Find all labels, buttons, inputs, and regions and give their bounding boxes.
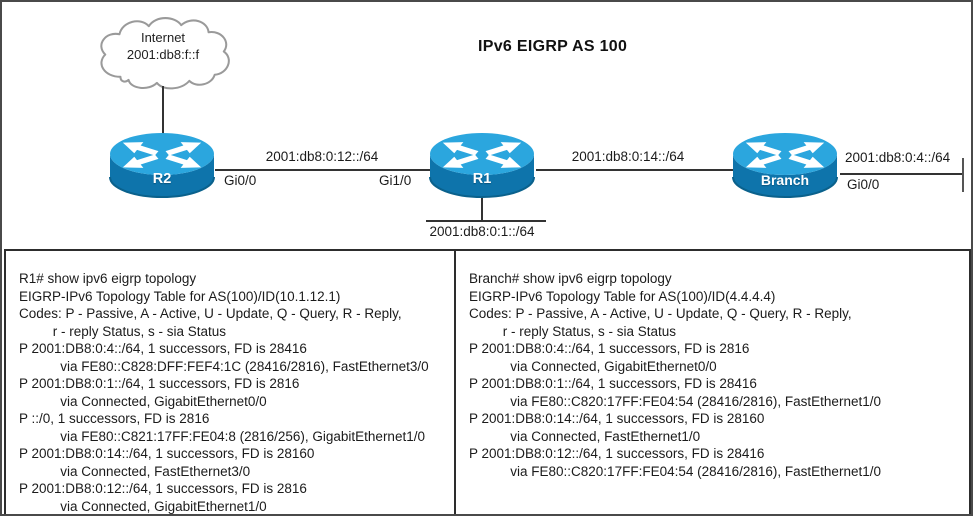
console-line: r - reply Status, s - sia Status bbox=[19, 323, 227, 339]
r1-lan-segment bbox=[426, 220, 546, 222]
console-line: EIGRP-IPv6 Topology Table for AS(100)/ID(4.4.4.4) bbox=[469, 288, 776, 304]
console-line: via FE80::C820:17FF:FE04:54 (28416/2816), FastEthernet1/0 bbox=[469, 393, 881, 409]
router-icon-branch bbox=[732, 132, 838, 198]
console-line: Codes: P - Passive, A - Active, U - Update, Q - Query, R - Reply, bbox=[19, 306, 402, 321]
link-branch-wan-prefix: 2001:db8:0:4::/64 bbox=[845, 150, 951, 165]
link-branch-wan bbox=[840, 173, 964, 175]
console-line: r - reply Status, s - sia Status bbox=[469, 323, 677, 339]
console-line: P 2001:DB8:0:14::/64, 1 successors, FD is 28160 bbox=[469, 411, 765, 426]
branch-interface-label: Gi0/0 bbox=[847, 177, 880, 192]
link-r1-branch bbox=[536, 169, 736, 171]
diagram-title: IPv6 EIGRP AS 100 bbox=[478, 38, 628, 55]
r1-lan-prefix: 2001:db8:0:1::/64 bbox=[429, 224, 535, 239]
link-r2-r1-prefix: 2001:db8:0:12::/64 bbox=[265, 149, 379, 164]
console-line: Branch# show ipv6 eigrp topology bbox=[469, 271, 672, 286]
console-line: P 2001:DB8:0:14::/64, 1 successors, FD is 28160 bbox=[19, 446, 315, 461]
link-r2-r1 bbox=[215, 169, 433, 171]
console-line: P ::/0, 1 successors, FD is 2816 bbox=[19, 411, 210, 426]
cloud-address: 2001:db8:f::f bbox=[126, 47, 200, 62]
r1-lan-drop bbox=[481, 196, 483, 222]
r1-console-output bbox=[4, 249, 456, 516]
console-line: R1# show ipv6 eigrp topology bbox=[19, 271, 197, 286]
console-line: EIGRP-IPv6 Topology Table for AS(100)/ID(10.1.12.1) bbox=[19, 288, 341, 304]
console-line: via Connected, GigabitEthernet0/0 bbox=[19, 393, 267, 409]
console-line: P 2001:DB8:0:12::/64, 1 successors, FD is 2816 bbox=[19, 481, 307, 496]
router-icon-r2 bbox=[109, 132, 215, 198]
console-line: via FE80::C821:17FF:FE04:8 (2816/256), GigabitEthernet1/0 bbox=[19, 428, 425, 444]
console-line: P 2001:DB8:0:1::/64, 1 successors, FD is 2816 bbox=[19, 376, 300, 391]
router-name-r2: R2 bbox=[152, 171, 172, 187]
console-line: via Connected, FastEthernet1/0 bbox=[469, 428, 701, 444]
branch-console-output bbox=[454, 249, 971, 516]
router-name-r1: R1 bbox=[472, 171, 492, 187]
console-line: P 2001:DB8:0:4::/64, 1 successors, FD is 2816 bbox=[469, 341, 750, 356]
console-line: P 2001:DB8:0:12::/64, 1 successors, FD is 28416 bbox=[469, 446, 765, 461]
r2-interface-label: Gi0/0 bbox=[224, 173, 257, 188]
r1-left-interface-label: Gi1/0 bbox=[379, 173, 412, 188]
console-line: via FE80::C820:17FF:FE04:54 (28416/2816), FastEthernet1/0 bbox=[469, 463, 881, 479]
console-line: P 2001:DB8:0:4::/64, 1 successors, FD is 28416 bbox=[19, 341, 307, 356]
console-line: Codes: P - Passive, A - Active, U - Update, Q - Query, R - Reply, bbox=[469, 306, 852, 321]
console-line: via Connected, FastEthernet3/0 bbox=[19, 463, 251, 479]
router-icon-r1 bbox=[429, 132, 535, 198]
console-line: via Connected, GigabitEthernet0/0 bbox=[469, 358, 717, 374]
console-line: via Connected, GigabitEthernet1/0 bbox=[19, 498, 267, 514]
router-name-branch: Branch bbox=[760, 172, 810, 188]
console-line: via FE80::C828:DFF:FEF4:1C (28416/2816), FastEthernet3/0 bbox=[19, 358, 429, 374]
link-r1-branch-prefix: 2001:db8:0:14::/64 bbox=[571, 149, 685, 164]
console-line: P 2001:DB8:0:1::/64, 1 successors, FD is 28416 bbox=[469, 376, 757, 391]
cloud-name: Internet bbox=[140, 30, 186, 45]
wan-stub-end bbox=[962, 158, 964, 192]
